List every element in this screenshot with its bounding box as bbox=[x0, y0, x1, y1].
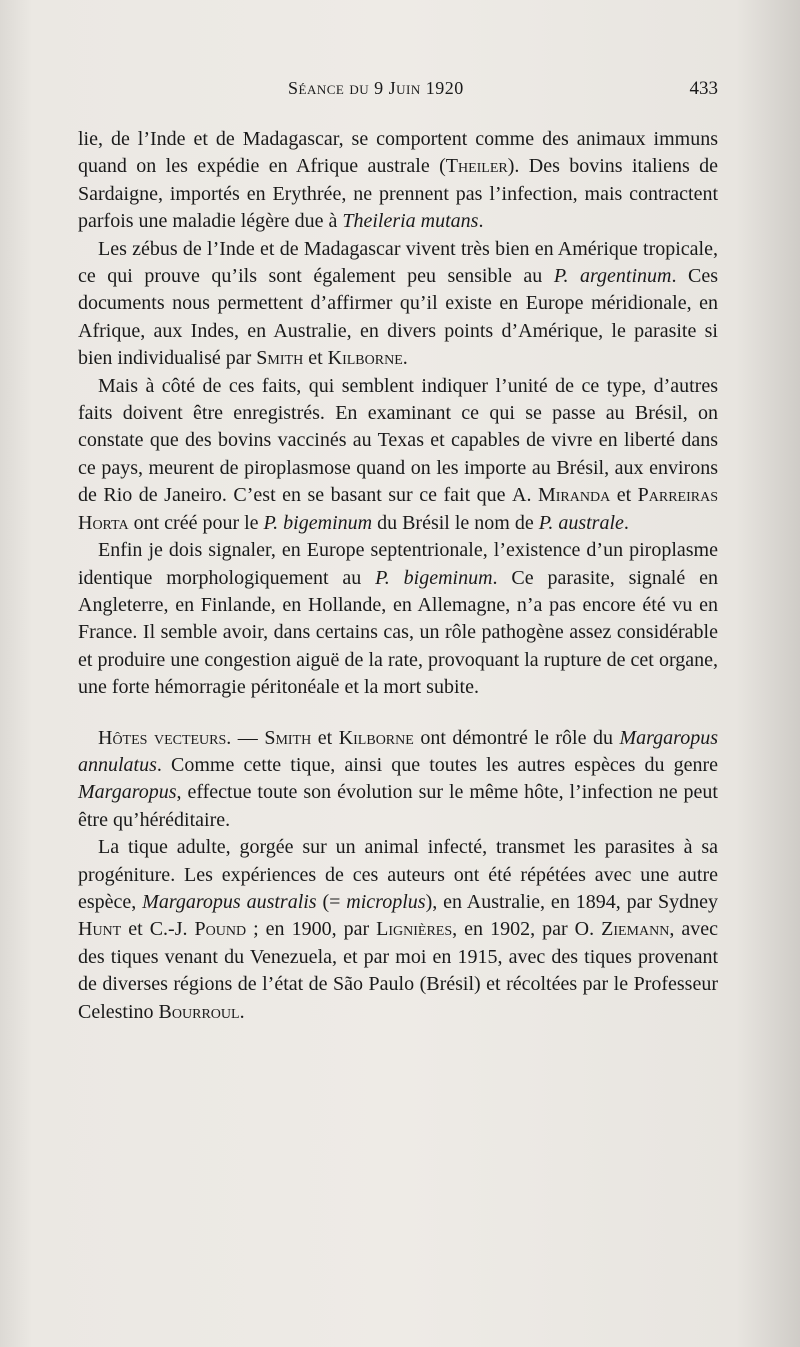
text-run: . Comme cette tique, ainsi que toutes les autres espèces du genre bbox=[156, 753, 718, 776]
text-run: La tique adulte, gorgée sur un animal infecté, transmet les parasites à sa progéniture. Les expériences de ces auteurs ont été répétées avec une autre espèce, bbox=[78, 836, 718, 913]
paragraph-4 bbox=[78, 537, 718, 701]
paragraph-1 bbox=[78, 126, 718, 236]
text-run: Les zébus de l’Inde et de Madagascar vivent très bien en Amérique tropicale, ce qui prouve qu’ils sont également peu sensible au bbox=[78, 237, 718, 288]
text-run: . bbox=[623, 511, 629, 534]
text-run: et C.-J. bbox=[121, 918, 195, 941]
text-run: , avec des tiques venant du Venezuela, et par moi en 1915, avec des tiques provenant de diverses régions de l’état de São Paulo (Brésil) et récoltées par le Professeur Celestino bbox=[78, 918, 718, 1023]
text-run: Mais à côté de ces faits, qui semblent indiquer l’unité de ce type, d’autres faits doivent être enregistrés. En examinant ce qui se passe au Brésil, on constate que des bovins vaccinés au Texas et capables de vivre en liberté dans ce pays, meurent de piroplasmose quand on les importe au Brésil, aux environs de Rio de Janeiro. C’est en se basant sur ce fait que bbox=[78, 374, 718, 507]
author-name: Parreiras Horta bbox=[78, 484, 718, 534]
author-name: Hunt bbox=[78, 918, 122, 941]
running-head: Séance du 9 Juin 1920 bbox=[288, 78, 464, 98]
text-run: . bbox=[478, 210, 484, 233]
page-header bbox=[78, 78, 718, 108]
text-run: Enfin je dois signaler, en Europe septentrionale, l’existence d’un piroplasme identique morphologiquement au bbox=[78, 539, 718, 589]
species-name: P. argentinum bbox=[553, 265, 672, 288]
text-run: ont créé pour le bbox=[128, 511, 264, 534]
text-run: . bbox=[239, 1000, 245, 1023]
text-run: . bbox=[402, 347, 408, 370]
text-run: et bbox=[303, 347, 328, 370]
text-run: lie, de l’Inde et de Madagascar, se comportent comme des animaux immuns quand on les expédie en Afrique australe ( bbox=[78, 128, 718, 178]
text-run: ). Des bovins italiens de Sardaigne, importés en Erythrée, ne prennent pas l’infection, mais contractent parfois une maladie légère due à bbox=[78, 155, 718, 233]
author-name: Bourroul bbox=[158, 1000, 240, 1023]
species-name: P. australe bbox=[538, 511, 624, 534]
text-run: ; en 1900, par bbox=[246, 918, 377, 941]
author-name: Kilborne bbox=[338, 726, 414, 749]
text-run: . Ce parasite, signalé en Angleterre, en Finlande, en Hollande, en Allemagne, n’a pas encore été vu en France. Il semble avoir, dans certains cas, un rôle pathogène assez considérable et produire une congestion aiguë de la rate, provoquant la rupture de cet organe, une forte hémorragie péritonéale et la mort subite. bbox=[78, 566, 719, 699]
author-name: Ziemann bbox=[601, 918, 670, 941]
species-name: Theileria mutans bbox=[342, 210, 479, 233]
species-name: Margaropus annulatus bbox=[78, 726, 719, 776]
species-name: microplus bbox=[346, 890, 426, 913]
author-name: Lignières bbox=[376, 918, 453, 941]
species-name: P. bigeminum bbox=[263, 511, 373, 534]
text-run: , effectue toute son évolution sur le même hôte, l’infection ne peut être qu’héréditaire. bbox=[78, 781, 718, 831]
text-run: , en 1902, par O. bbox=[452, 918, 602, 941]
text-run: et bbox=[311, 726, 339, 749]
author-name: A. Miranda bbox=[512, 484, 611, 507]
text-run: et bbox=[610, 484, 638, 507]
text-run: ), en Australie, en 1894, par Sydney bbox=[425, 890, 718, 913]
author-name: Theiler bbox=[445, 155, 508, 178]
page-number: 433 bbox=[689, 78, 718, 99]
author-name: Smith bbox=[256, 347, 304, 370]
species-name: Margaropus australis bbox=[142, 890, 317, 913]
paragraph-6 bbox=[78, 834, 718, 1026]
text-run: . Ces documents nous permettent d’affirmer qu’il existe en Europe méridionale, en Afrique, aux Indes, en Australie, en divers points d’Amérique, le parasite si bien individualisé par bbox=[78, 265, 718, 370]
text-run: . — bbox=[226, 726, 265, 749]
author-name: Smith bbox=[264, 726, 312, 749]
text-run: ont démontré le rôle du bbox=[413, 726, 620, 749]
text-run: (= bbox=[316, 890, 347, 913]
species-name: P. bigeminum bbox=[375, 566, 493, 589]
paragraph-2 bbox=[78, 236, 718, 373]
text-run: du Brésil le nom de bbox=[372, 511, 539, 534]
author-name: Pound bbox=[194, 918, 247, 941]
genus-name: Margaropus bbox=[78, 781, 177, 804]
section-heading: Hôtes vecteurs bbox=[98, 726, 227, 749]
body-text bbox=[78, 126, 718, 1026]
paragraph-5 bbox=[78, 725, 718, 835]
author-name: Kilborne bbox=[327, 347, 403, 370]
paragraph-3 bbox=[78, 373, 718, 537]
